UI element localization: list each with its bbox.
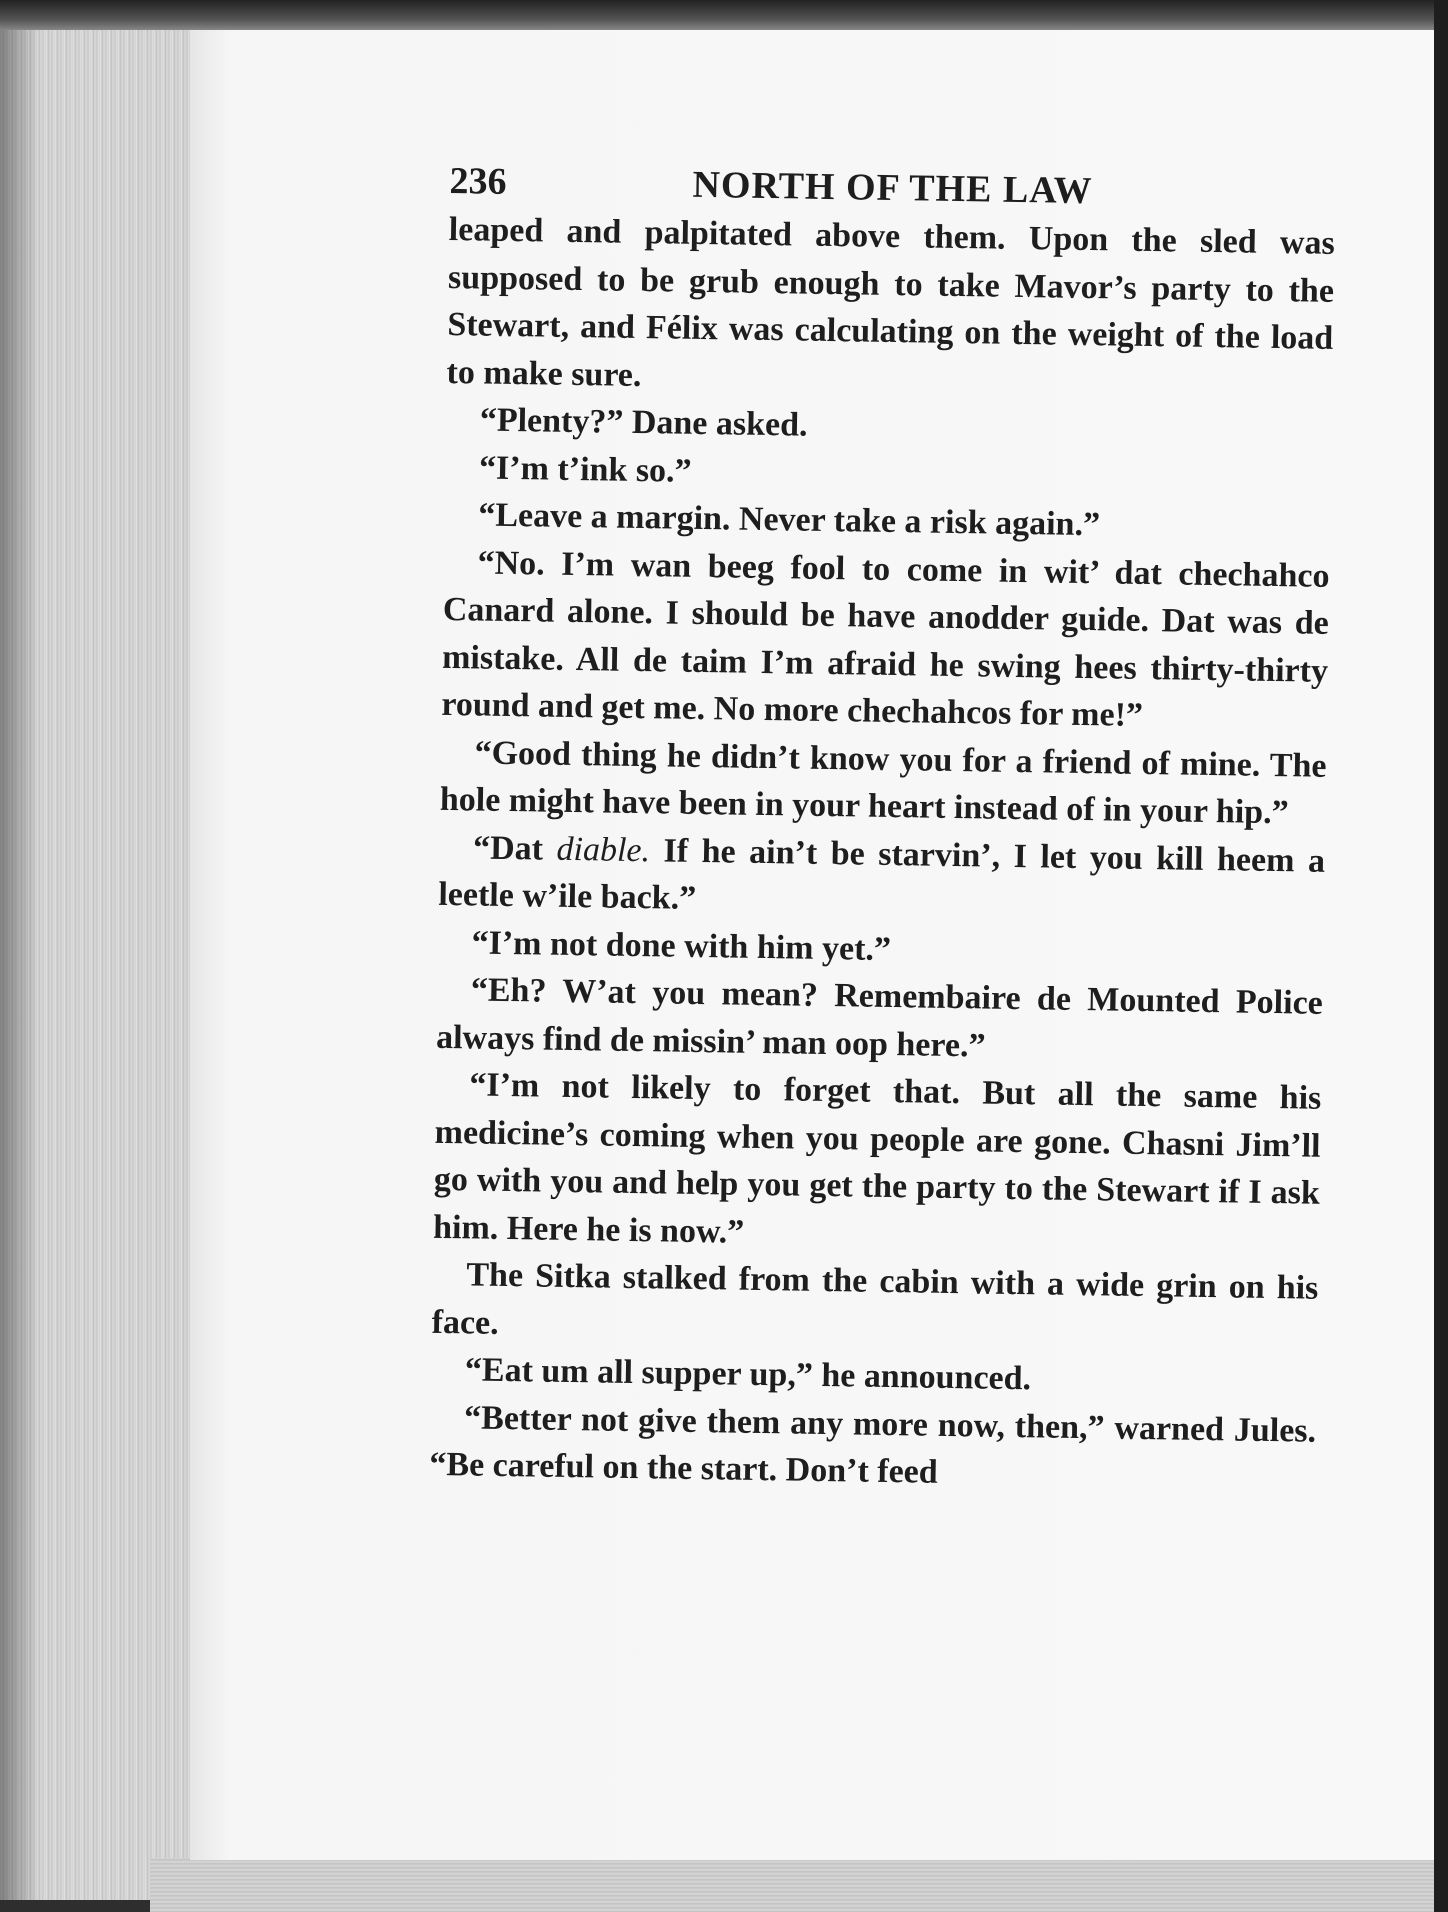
page-number: 236 bbox=[449, 159, 507, 203]
scan-right-border bbox=[1434, 0, 1448, 1912]
page-text-block bbox=[429, 156, 1336, 1502]
paragraph bbox=[438, 823, 1325, 932]
paragraph: “Plenty?” Dane asked. bbox=[479, 401, 808, 444]
paragraph: “Good thing he didn’t know you for a friend of mine. The hole might have been in your heart instead of in your hip.” bbox=[439, 733, 1327, 832]
running-title: NORTH OF THE LAW bbox=[692, 163, 1093, 213]
paragraph: “Better not give them any more now, then,” warned Jules. “Be careful on the start. Don’t feed bbox=[429, 1398, 1317, 1491]
paragraph: “Leave a margin. Never take a risk again.” bbox=[478, 496, 1101, 544]
paragraph: “I’m not done with him yet.” bbox=[471, 923, 892, 968]
italic-word: diable. bbox=[556, 830, 651, 869]
paragraph: The Sitka stalked from the cabin with a wide grin on his face. bbox=[431, 1256, 1319, 1342]
paragraph: “Eat um all supper up,” he announced. bbox=[464, 1351, 1032, 1398]
paragraph: “I’m t’ink so.” bbox=[478, 448, 692, 490]
paragraph-text: “Dat bbox=[472, 828, 557, 868]
scan-top-shadow bbox=[0, 0, 1448, 34]
paragraph: “No. I’m wan beeg fool to come in wit’ dat chechahco Canard alone. I should be have anodder guide. Dat was de mistake. All de taim I’m afraid he swing hees thirty-thirty round and get me. No more chechahcos for me!” bbox=[441, 543, 1330, 734]
paragraph-text: If he ain’t be starvin’, I let you kill heem a leetle w’ile back.” bbox=[438, 831, 1326, 917]
paragraph: “I’m not likely to forget that. But all the same his medicine’s coming when you people are gone. Chasni Jim’ll go with you and help you get the party to the Stewart if I ask him. Here he is now.” bbox=[432, 1066, 1322, 1251]
page-edges-bottom bbox=[150, 1858, 1448, 1912]
page-edges-left bbox=[0, 30, 201, 1900]
book-page bbox=[190, 30, 1434, 1860]
paragraph: leaped and palpitated above them. Upon the sled was supposed to be grub enough to take Mavor’s party to the Stewart, and Félix was calculating on the weight of the load to make sure. bbox=[446, 210, 1336, 394]
paragraph: “Eh? W’at you mean? Remembaire de Mounted Police always find de missin’ man oop here.” bbox=[435, 971, 1324, 1065]
